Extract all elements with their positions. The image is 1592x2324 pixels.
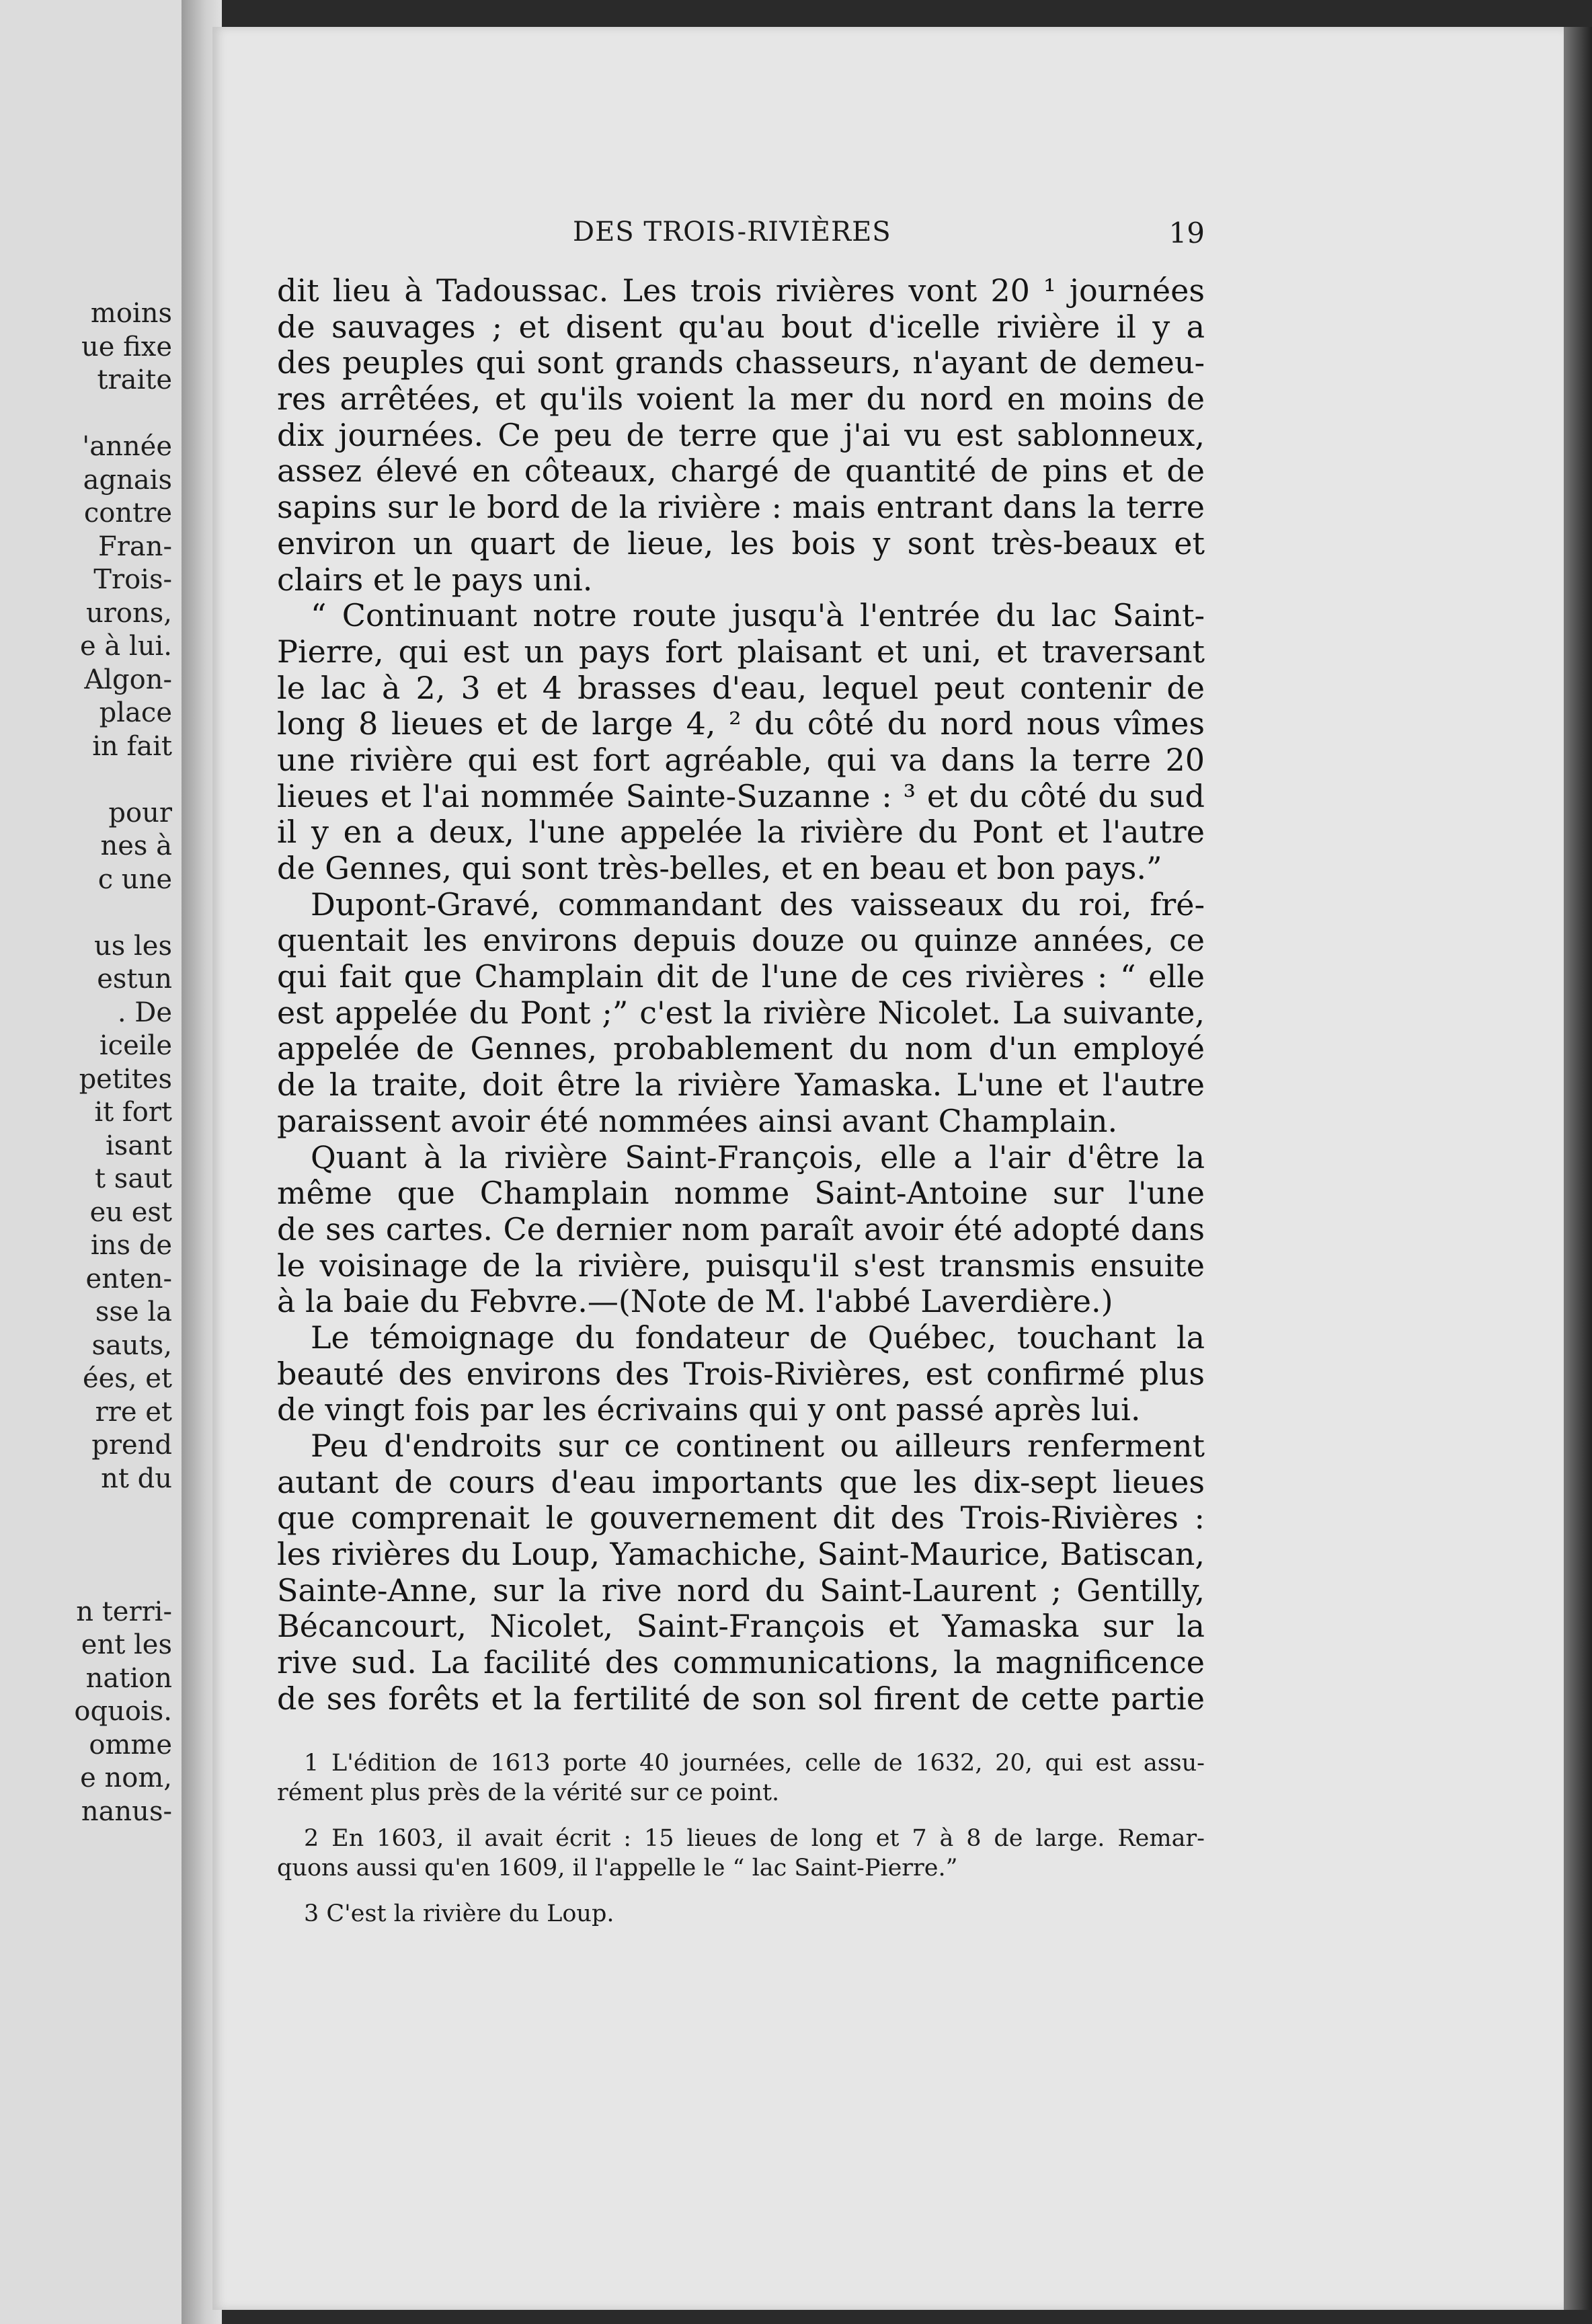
text-line: Pierre, qui est un pays fort plaisant et uni, et traversant: [277, 633, 1205, 670]
text-line: le voisinage de la rivière, puisqu'il s'est transmis ensuite: [277, 1247, 1205, 1284]
facing-page-line: e nom,: [80, 1763, 172, 1793]
text-line: le lac à 2, 3 et 4 brasses d'eau, lequel peut contenir de: [277, 670, 1205, 706]
text-line: “ Continuant notre route jusqu'à l'entrée du lac Saint-: [311, 598, 1205, 634]
text-line: Bécancourt, Nicolet, Saint-François et Yamaska sur la: [277, 1609, 1205, 1645]
facing-page-line: urons,: [86, 597, 172, 629]
text-line: des peuples qui sont grands chasseurs, n'ayant de demeu-: [277, 345, 1205, 381]
text-line: une rivière qui est fort agréable, qui va dans la terre 20: [277, 742, 1205, 778]
text-line: de sauvages ; et disent qu'au bout d'icelle rivière il y a: [277, 309, 1205, 345]
text-line: environ un quart de lieue, les bois y sont très-beaux et: [277, 525, 1205, 561]
text-line: de ses forêts et la fertilité de son sol firent de cette partie: [277, 1680, 1205, 1717]
page-header: [277, 217, 1205, 257]
text-line: que comprenait le gouvernement dit des Trois-Rivières :: [277, 1500, 1205, 1537]
facing-page-line: c une: [97, 863, 172, 895]
text-line: dix journées. Ce peu de terre que j'ai vu est sablonneux,: [277, 417, 1205, 453]
facing-page-line: nt du: [101, 1463, 172, 1494]
text-line: paraissent avoir été nommées ainsi avant Champlain.: [277, 1103, 1118, 1139]
text-line: de ses cartes. Ce dernier nom paraît avoir été adopté dans: [277, 1211, 1205, 1247]
text-line: autant de cours d'eau importants que les dix-sept lieues: [277, 1464, 1205, 1500]
facing-page-line: eu est: [89, 1196, 172, 1228]
text-line: il y en a deux, l'une appelée la rivière du Pont et l'autre: [277, 814, 1205, 851]
facing-page-line: us les: [94, 930, 172, 962]
facing-page-line: e à lui.: [79, 631, 172, 662]
footnote: [277, 1899, 1205, 1929]
facing-page-line: traite: [97, 364, 172, 395]
text-line: Sainte-Anne, sur la rive nord du Saint-Laurent ; Gentilly,: [277, 1572, 1205, 1609]
facing-page-line: Algon-: [84, 664, 172, 695]
facing-page-line: in fait: [92, 730, 172, 762]
text-line: Peu d'endroits sur ce continent ou ailleurs renferment: [311, 1428, 1205, 1464]
facing-page-line: contre: [83, 498, 172, 529]
text-line: appelée de Gennes, probablement du nom d'un employé: [277, 1031, 1205, 1067]
facing-page-line: nes à: [100, 830, 172, 861]
facing-page-line: omme: [89, 1729, 172, 1760]
text-line: long 8 lieues et de large 4, ² du côté du nord nous vîmes: [277, 706, 1205, 742]
text-line: dit lieu à Tadoussac. Les trois rivières vont 20 ¹ journées: [277, 273, 1205, 309]
text-line: est appelée du Pont ;” c'est la rivière Nicolet. La suivante,: [277, 995, 1205, 1031]
facing-page-line: prend: [91, 1430, 172, 1461]
body-text: [277, 273, 1205, 1717]
facing-page-line: n terri-: [76, 1596, 172, 1627]
footnotes: [277, 1748, 1205, 1945]
text-line: clairs et le pays uni.: [277, 561, 593, 598]
text-line: beauté des environs des Trois-Rivières, est confirmé plus: [277, 1356, 1205, 1392]
text-line: Le témoignage du fondateur de Québec, touchant la: [311, 1319, 1205, 1356]
facing-page-line: t saut: [95, 1163, 172, 1194]
facing-page-line: it fort: [94, 1097, 172, 1128]
facing-page-line: 'année: [82, 431, 172, 462]
facing-page-line: place: [99, 697, 172, 728]
facing-page-fragment: [0, 0, 182, 2324]
facing-page-line: nation: [85, 1662, 172, 1694]
text-line: de Gennes, qui sont très-belles, et en beau et bon pays.”: [277, 851, 1162, 886]
facing-page-line: petites: [79, 1063, 172, 1095]
facing-page-line: Trois-: [93, 564, 172, 595]
facing-page-line: rre et: [95, 1396, 172, 1428]
text-line: res arrêtées, et qu'ils voient la mer du nord en moins de: [277, 381, 1205, 418]
footnote-line: 3 C'est la rivière du Loup.: [304, 1900, 614, 1927]
facing-page-line: nanus-: [81, 1795, 172, 1827]
text-line: les rivières du Loup, Yamachiche, Saint-Maurice, Batiscan,: [277, 1537, 1205, 1573]
footnote-line: 2 En 1603, il avait écrit : 15 lieues de long et 7 à 8 de large. Remar-: [304, 1825, 1205, 1852]
facing-page-line: . De: [117, 997, 172, 1028]
text-line: sapins sur le bord de la rivière : mais entrant dans la terre: [277, 490, 1205, 526]
text-line: même que Champlain nomme Saint-Antoine sur l'une: [277, 1175, 1205, 1212]
footnote: [277, 1824, 1205, 1883]
facing-page-line: ins de: [90, 1230, 172, 1261]
footnote-line: quons aussi qu'en 1609, il l'appelle le “ lac Saint-Pierre.”: [277, 1855, 958, 1882]
footnote-line: 1 L'édition de 1613 porte 40 journées, celle de 1632, 20, qui est assu-: [304, 1750, 1205, 1777]
facing-page-line: isant: [105, 1130, 172, 1161]
text-line: assez élevé en côteaux, chargé de quantité de pins et de: [277, 453, 1205, 490]
facing-page-line: enten-: [85, 1263, 172, 1294]
facing-page-line: sauts,: [91, 1329, 172, 1361]
text-line: qui fait que Champlain dit de l'une de ces rivières : “ elle: [277, 959, 1205, 995]
facing-page-line: agnais: [83, 464, 172, 496]
page-edge-shadow: [1564, 27, 1592, 2310]
facing-page-line: pour: [108, 797, 172, 828]
text-line: rive sud. La facilité des communications, la magnificence: [277, 1645, 1205, 1681]
running-title: DES TROIS-RIVIÈRES: [573, 217, 891, 247]
footnote-line: rément plus près de la vérité sur ce point.: [277, 1779, 780, 1806]
text-line: Dupont-Gravé, commandant des vaisseaux du roi, fré-: [311, 886, 1205, 923]
text-line: à la baie du Febvre.—(Note de M. l'abbé Laverdière.): [277, 1284, 1113, 1320]
text-line: lieues et l'ai nommée Sainte-Suzanne : ³ et du côté du sud: [277, 778, 1205, 814]
text-line: de la traite, doit être la rivière Yamaska. L'une et l'autre: [277, 1067, 1205, 1103]
facing-page-line: sse la: [95, 1296, 172, 1327]
footnote: [277, 1748, 1205, 1808]
facing-page-line: moins: [90, 298, 172, 329]
facing-page-line: Fran-: [98, 531, 172, 562]
page-number: 19: [1168, 217, 1205, 249]
facing-page-line: ent les: [81, 1629, 172, 1660]
text-line: de vingt fois par les écrivains qui y ont passé après lui.: [277, 1392, 1141, 1428]
facing-page-line: ue fixe: [81, 331, 172, 362]
facing-page-line: oquois.: [74, 1696, 172, 1727]
facing-page-line: iceile: [99, 1030, 172, 1061]
text-line: Quant à la rivière Saint-François, elle a l'air d'être la: [311, 1139, 1205, 1175]
facing-page-line: estun: [97, 964, 172, 995]
facing-page-line: ées, et: [82, 1363, 172, 1394]
text-line: quentait les environs depuis douze ou quinze années, ce: [277, 923, 1205, 959]
